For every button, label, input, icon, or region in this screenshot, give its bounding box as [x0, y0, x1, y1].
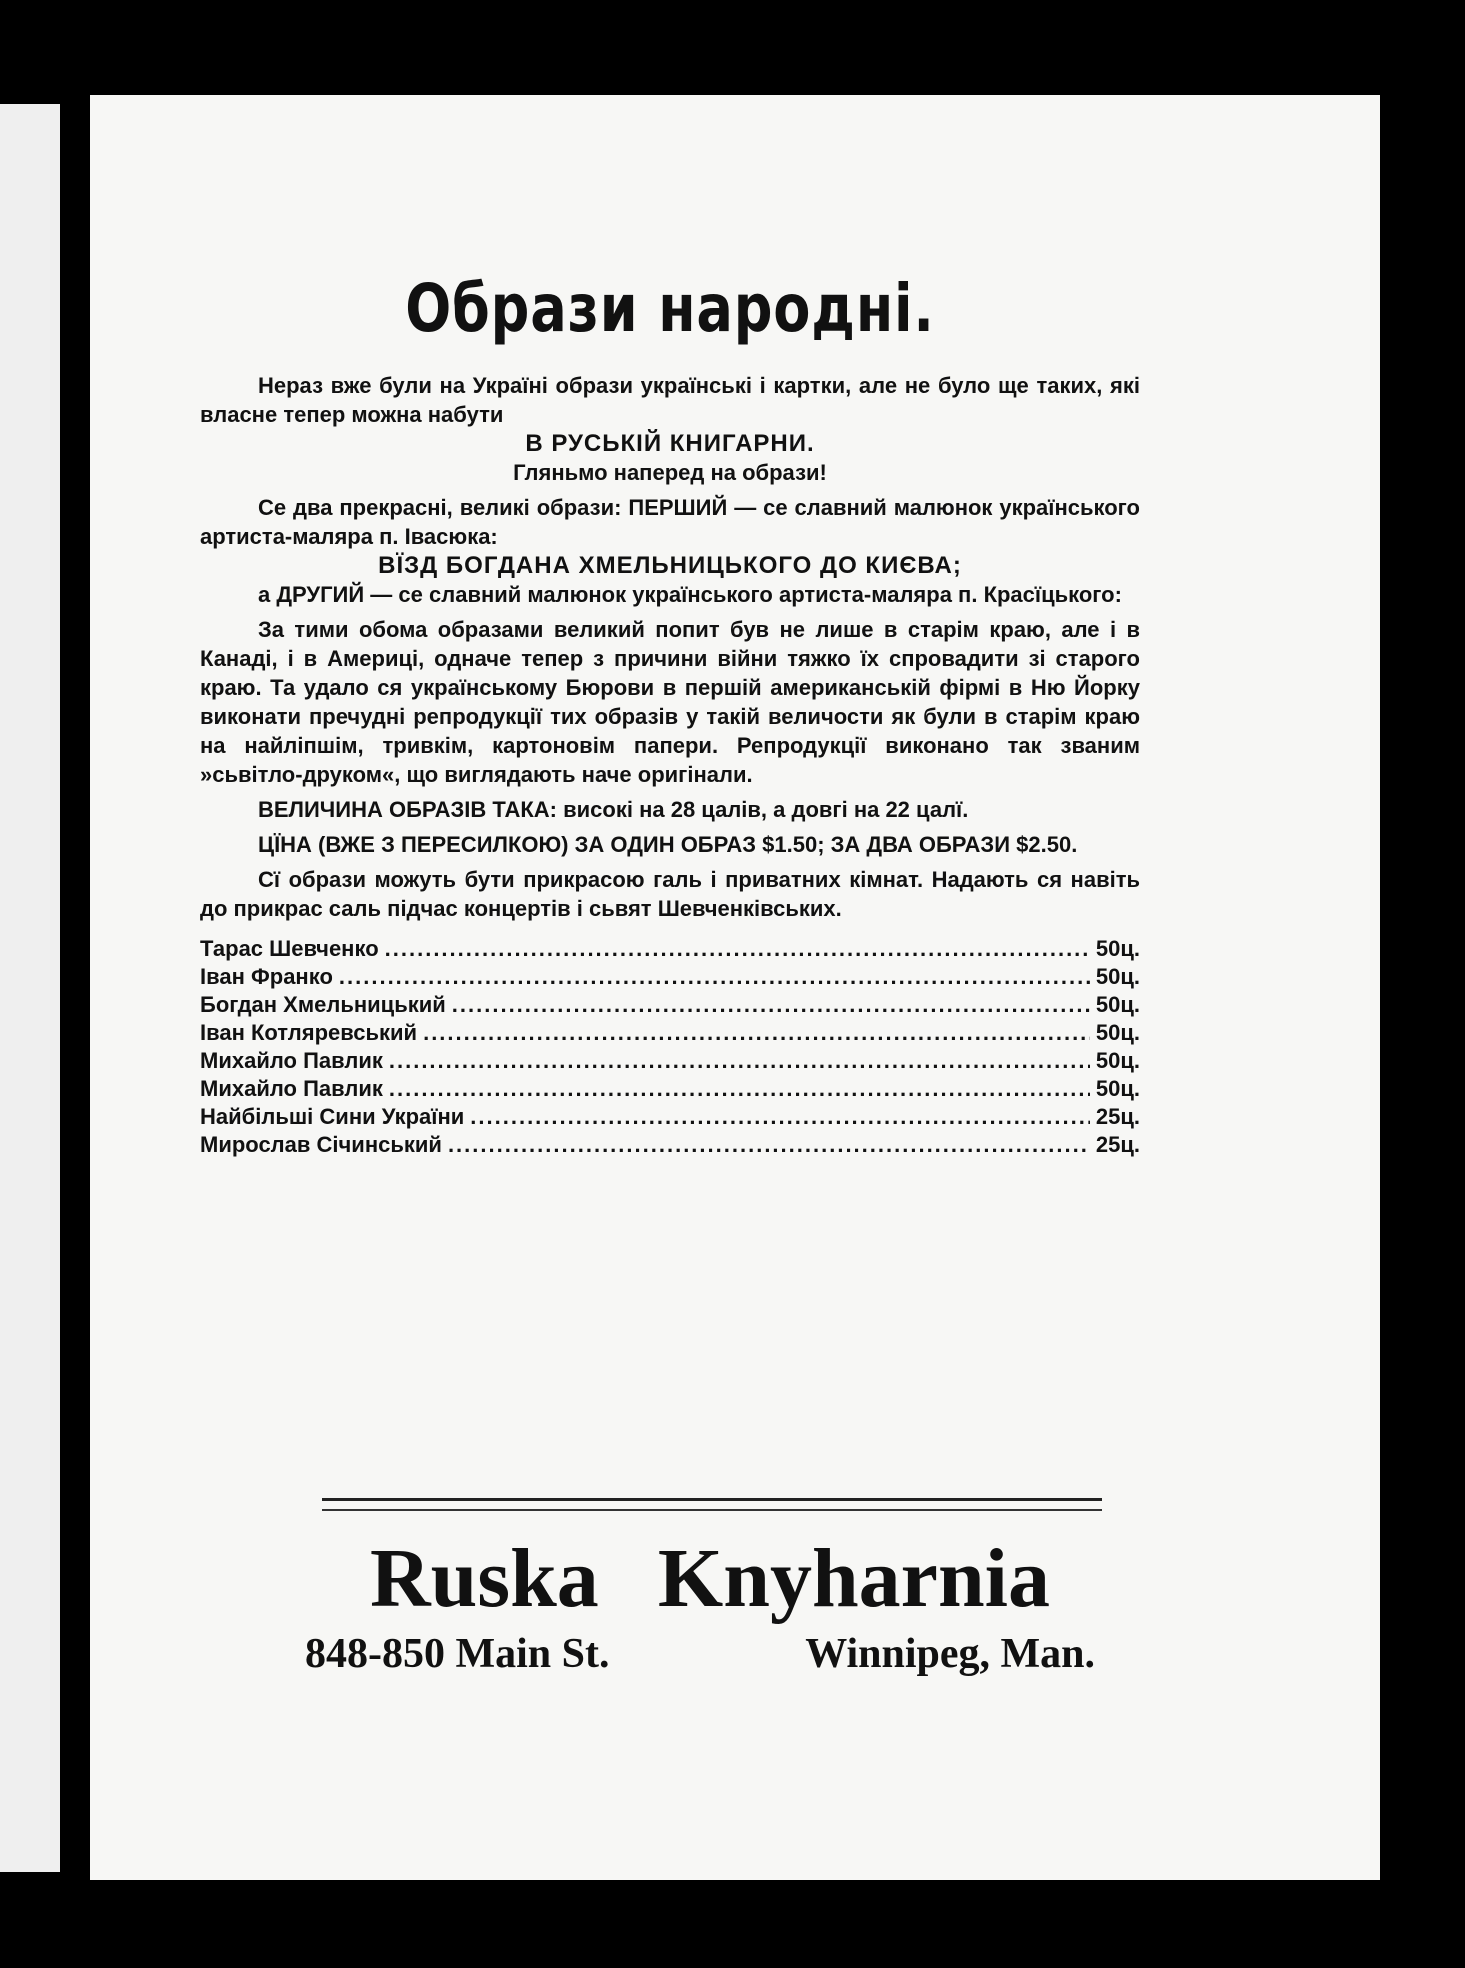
item-price: 25ц.	[1095, 1104, 1140, 1129]
item-price: 50ц.	[1095, 1076, 1140, 1101]
look-line: Гляньмо наперед на образи!	[513, 460, 827, 485]
store-name-heading: В РУСЬКІЙ КНИГАРНИ.	[525, 430, 815, 457]
second-image-paragraph: а ДРУГИЙ — се славний малюнок українського артиста-маляра п. Красїцького:	[258, 582, 1122, 607]
decor-paragraph: Сї образи можуть бути прикрасою галь і приватних кімнат. Надають ся навіть до прикрас саль підчас концертів і сьвят Шевченківських.	[200, 867, 1140, 921]
item-price: 50ц.	[1095, 992, 1140, 1017]
list-item	[200, 1019, 1140, 1047]
leader-dots	[385, 935, 1090, 963]
list-item	[200, 1047, 1140, 1075]
leader-dots	[339, 963, 1090, 991]
store-footer-name	[370, 1530, 1050, 1627]
footer-city: Winnipeg, Man.	[805, 1631, 1095, 1677]
list-item	[200, 935, 1140, 963]
item-price: 50ц.	[1095, 964, 1140, 989]
divider-rule	[322, 1498, 1102, 1511]
item-name: Тарас Шевченко	[200, 936, 379, 961]
footer-name-second: Knyharnia	[657, 1532, 1050, 1625]
advertisement-content	[200, 270, 1140, 1159]
store-footer-address	[305, 1630, 1095, 1678]
item-name: Найбільші Сини України	[200, 1104, 465, 1129]
leader-dots	[423, 1019, 1090, 1047]
item-name: Іван Котляревський	[200, 1020, 418, 1045]
first-image-paragraph: Се два прекрасні, великі образи: ПЕРШИЙ — се славний малюнок українського артиста-маляра п. Івасюка:	[200, 495, 1140, 549]
description-paragraph: За тими обома образами великий попит був не лише в старім краю, але і в Канаді, і в Америці, одначе тепер з причини війни тяжко їх спровадити зі старого краю. Та удало ся українському Бюрови в першій американській фірмі в Ню Йорку виконати пречудні репродукції тих образів у такій величости як були в старім краю на найліпшім, тривкім, картоновім папери. Репродукції виконано так званим »сьвітло-друком«, що виглядають наче оригінали.	[200, 617, 1140, 787]
intro-paragraph: Нераз вже були на Україні образи українські і картки, але не було ще таких, які власне тепер можна набути	[200, 373, 1140, 427]
leader-dots	[452, 991, 1090, 1019]
price-paragraph: ЦЇНА (ВЖЕ З ПЕРЕСИЛКОЮ) ЗА ОДИН ОБРАЗ $1.50; ЗА ДВА ОБРАЗИ $2.50.	[258, 832, 1078, 857]
list-item	[200, 1103, 1140, 1131]
leader-dots	[448, 1131, 1090, 1159]
leader-dots	[389, 1047, 1090, 1075]
item-name: Богдан Хмельницький	[200, 992, 446, 1017]
item-price: 50ц.	[1095, 936, 1140, 961]
list-item	[200, 991, 1140, 1019]
list-item	[200, 1131, 1140, 1159]
footer-name-first: Ruska	[370, 1532, 599, 1625]
leader-dots	[470, 1103, 1090, 1131]
binding-gutter	[60, 90, 86, 1880]
first-painting-title: ВЇЗД БОГДАНА ХМЕЛЬНИЦЬКОГО ДО КИЄВА;	[378, 552, 962, 579]
page-title: Образи народні.	[405, 270, 935, 347]
left-page-edge	[0, 104, 60, 1872]
portrait-price-list	[200, 935, 1140, 1159]
item-name: Мирослав Січинський	[200, 1132, 442, 1157]
footer-street: 848-850 Main St.	[305, 1631, 610, 1677]
item-name: Михайло Павлик	[200, 1076, 383, 1101]
list-item	[200, 1075, 1140, 1103]
size-paragraph: ВЕЛИЧИНА ОБРАЗІВ ТАКА: високі на 28 цалів, а довгі на 22 цалї.	[258, 797, 969, 822]
list-item	[200, 963, 1140, 991]
item-price: 50ц.	[1095, 1020, 1140, 1045]
item-name: Михайло Павлик	[200, 1048, 383, 1073]
item-price: 50ц.	[1095, 1048, 1140, 1073]
leader-dots	[389, 1075, 1090, 1103]
item-price: 25ц.	[1095, 1132, 1140, 1157]
item-name: Іван Франко	[200, 964, 333, 989]
